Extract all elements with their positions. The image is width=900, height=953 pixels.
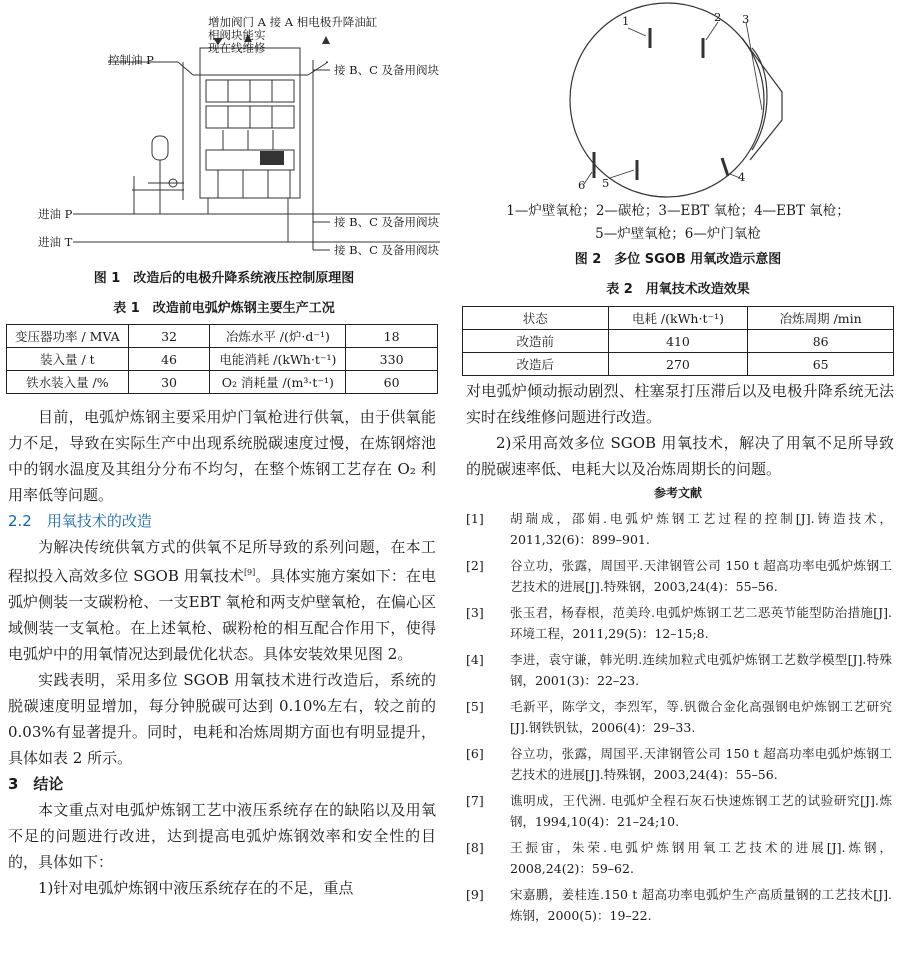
table-header-row xyxy=(463,307,894,330)
connect-top-label: 接 B、C 及备用阀块 xyxy=(334,63,440,77)
reference-text: 张玉君，杨春根，范美玲.电弧炉炼钢工艺二恶英节能型防治措施[J].环境工程，2011,29(5)：12–15;8. xyxy=(510,605,892,641)
paragraph: 目前，电弧炉炼钢主要采用炉门氧枪进行供氧，由于供氧能力不足，导致在实际生产中出现系统脱碳速度过慢，在炼钢熔池中的钢水温度及其组分分布不均匀，在整个炼钢工艺存在 O₂ 利用率低等问题。 xyxy=(8,408,436,504)
reference-text: 王振宙，朱荣.电弧炉炼钢用氧工艺技术的进展[J].炼钢，2008,24(2)：59–62. xyxy=(510,840,892,876)
label-1: 1 xyxy=(622,14,630,28)
label-5: 5 xyxy=(602,176,610,190)
table-2-caption: 表 2 用氧技术改造效果 xyxy=(606,282,750,297)
table-cell: 变压器功率 / MVA xyxy=(7,325,129,348)
reference-item xyxy=(466,790,892,832)
table-cell: 冶炼水平 /(炉·d⁻¹) xyxy=(210,325,346,348)
reference-text: 谷立功，张露，周国平.天津钢管公司 150 t 超高功率电弧炉炼钢工艺技术的进展[J].特殊钢，2003,24(4)：55–56. xyxy=(510,558,892,594)
table-row xyxy=(463,353,894,376)
label-4: 4 xyxy=(738,170,746,184)
reference-item xyxy=(466,508,892,550)
note-line-2: 相阀块能实 xyxy=(208,28,266,42)
table-cell: 改造后 xyxy=(463,353,609,376)
paragraph xyxy=(8,534,436,667)
note-line-3: 现在线维修 xyxy=(208,41,266,55)
citation[interactable]: [9] xyxy=(243,568,256,577)
left-body xyxy=(8,404,436,901)
reference-number: [1] xyxy=(466,511,484,526)
reference-text: 宋嘉鹏，姜桂连.150 t 超高功率电弧炉生产高质量钢的工艺技术[J].炼钢，2000(5)：19–22. xyxy=(510,887,892,923)
reference-number: [8] xyxy=(466,840,484,855)
table-cell: 330 xyxy=(346,348,438,371)
table-row xyxy=(7,325,438,348)
oil-in-label: 进油 P xyxy=(38,207,73,221)
paragraph: 本文重点对电弧炉炼钢工艺中液压系统存在的缺陷以及用氧不足的问题进行改进，达到提高电弧炉炼钢效率和安全性的目的，具体如下： xyxy=(8,801,436,871)
table-cell: 装入量 / t xyxy=(7,348,129,371)
table-cell: 60 xyxy=(346,371,438,394)
reference-item xyxy=(466,602,892,644)
reference-number: [6] xyxy=(466,746,484,761)
reference-number: [2] xyxy=(466,558,484,573)
table-row xyxy=(463,330,894,353)
section-heading-2-2: 2.2 用氧技术的改造 xyxy=(8,512,152,530)
reference-text: 谷立功，张露，周国平.天津钢管公司 150 t 超高功率电弧炉炼钢工艺技术的进展[J].特殊钢，2003,24(4)：55–56. xyxy=(510,746,892,782)
paragraph: 对电弧炉倾动振动剧烈、柱塞泵打压滞后以及电极升降系统无法实时在线维修问题进行改造。 xyxy=(466,382,894,426)
label-3: 3 xyxy=(742,12,750,26)
legend-line-1: 1—炉壁氧枪；2—碳枪；3—EBT 氧枪；4—EBT 氧枪； xyxy=(506,203,850,219)
control-oil-label: 控制油 P xyxy=(108,53,154,67)
reference-text: 谯明成，王代洲. 电弧炉全程石灰石快速炼钢工艺的试验研究[J].炼钢，1994,10(4)：21–24;10. xyxy=(510,793,892,829)
figure-1 xyxy=(8,0,440,262)
table-cell: 410 xyxy=(608,330,748,353)
right-body xyxy=(466,378,894,482)
reference-text: 毛新平，陈学文，李烈军，等.钒微合金化高强钢电炉炼钢工艺研究[J].钢铁钒钛，2006(4)：29–33. xyxy=(510,699,892,735)
table-cell: 铁水装入量 /% xyxy=(7,371,129,394)
reference-number: [5] xyxy=(466,699,484,714)
table-header: 电耗 /(kWh·t⁻¹) xyxy=(608,307,748,330)
label-6: 6 xyxy=(578,178,586,192)
table-cell: O₂ 消耗量 /(m³·t⁻¹) xyxy=(210,371,346,394)
table-cell: 电能消耗 /(kWh·t⁻¹) xyxy=(210,348,346,371)
figure-2-legend xyxy=(462,200,894,246)
paragraph: 1)针对电弧炉炼钢中液压系统存在的不足，重点 xyxy=(38,879,354,897)
table-cell: 86 xyxy=(748,330,894,353)
figure-1-caption: 图 1 改造后的电极升降系统液压控制原理图 xyxy=(93,271,355,286)
paragraph-text: 为解决传统供氧方式的供氧不足所导致的系列问题，在本工程拟投入高效多位 SGOB 用氧技术 xyxy=(8,538,436,585)
oil-return-label: 进油 T xyxy=(38,235,73,249)
table-cell: 32 xyxy=(128,325,210,348)
table-cell: 65 xyxy=(748,353,894,376)
figure-2-caption: 图 2 多位 SGOB 用氧改造示意图 xyxy=(574,252,782,267)
reference-number: [3] xyxy=(466,605,484,620)
reference-item xyxy=(466,837,892,879)
references-list xyxy=(466,508,892,931)
note-line-1: 增加阀门 A 接 A 相电极升降油缸 xyxy=(208,15,378,29)
table-1-caption: 表 1 改造前电弧炉炼钢主要生产工况 xyxy=(113,301,335,316)
table-cell: 30 xyxy=(128,371,210,394)
paragraph: 2)采用高效多位 SGOB 用氧技术，解决了用氧不足所导致的脱碳速率低、电耗大以及冶炼周期长的问题。 xyxy=(466,434,894,478)
table-row xyxy=(7,371,438,394)
reference-item xyxy=(466,649,892,691)
table-cell: 46 xyxy=(128,348,210,371)
connect-bottom-label: 接 B、C 及备用阀块 xyxy=(334,243,440,257)
legend-line-2: 5—炉壁氧枪；6—炉门氧枪 xyxy=(595,226,761,242)
paragraph-text: 。具体实施方案如下：在电弧炉侧装一支碳粉枪、一支EBT 氧枪和两支炉壁氧枪，在偏心区域侧装一支氧枪。在上述氧枪、碳粉枪的相互配合作用下，使得电弧炉中的用氧情况达到最优化状态。具体安装效果见图 2。 xyxy=(8,567,436,663)
reference-item xyxy=(466,884,892,926)
reference-item xyxy=(466,555,892,597)
reference-text: 胡瑞成，邵娟.电弧炉炼钢工艺过程的控制[J].铸造技术，2011,32(6)：899–901. xyxy=(510,511,892,547)
reference-number: [9] xyxy=(466,887,484,902)
table-cell: 18 xyxy=(346,325,438,348)
table-cell: 270 xyxy=(608,353,748,376)
label-2: 2 xyxy=(714,10,722,24)
table-header: 状态 xyxy=(463,307,609,330)
table-row xyxy=(7,348,438,371)
section-heading-3: 3 结论 xyxy=(8,775,64,793)
reference-number: [7] xyxy=(466,793,484,808)
figure-2 xyxy=(462,0,894,200)
connect-mid-label: 接 B、C 及备用阀块 xyxy=(334,215,440,229)
reference-text: 李进，袁守谦，韩光明.连续加粒式电弧炉炼钢工艺数学模型[J].特殊钢，2001(3)：22–23. xyxy=(510,652,892,688)
paragraph: 实践表明，采用多位 SGOB 用氧技术进行改造后，系统的脱碳速度明显增加，每分钟脱碳可达到 0.10%左右，较之前的 0.03%有显著提升。同时，电耗和冶炼周期方面也有明显提升，具体如表 2 所示。 xyxy=(8,671,436,767)
reference-number: [4] xyxy=(466,652,484,667)
furnace-diagram xyxy=(462,0,894,200)
table-cell: 改造前 xyxy=(463,330,609,353)
reference-item xyxy=(466,696,892,738)
table-header: 冶炼周期 /min xyxy=(748,307,894,330)
references-title: 参考文献 xyxy=(653,486,702,500)
table-2 xyxy=(462,306,894,376)
table-1 xyxy=(6,324,438,394)
reference-item xyxy=(466,743,892,785)
